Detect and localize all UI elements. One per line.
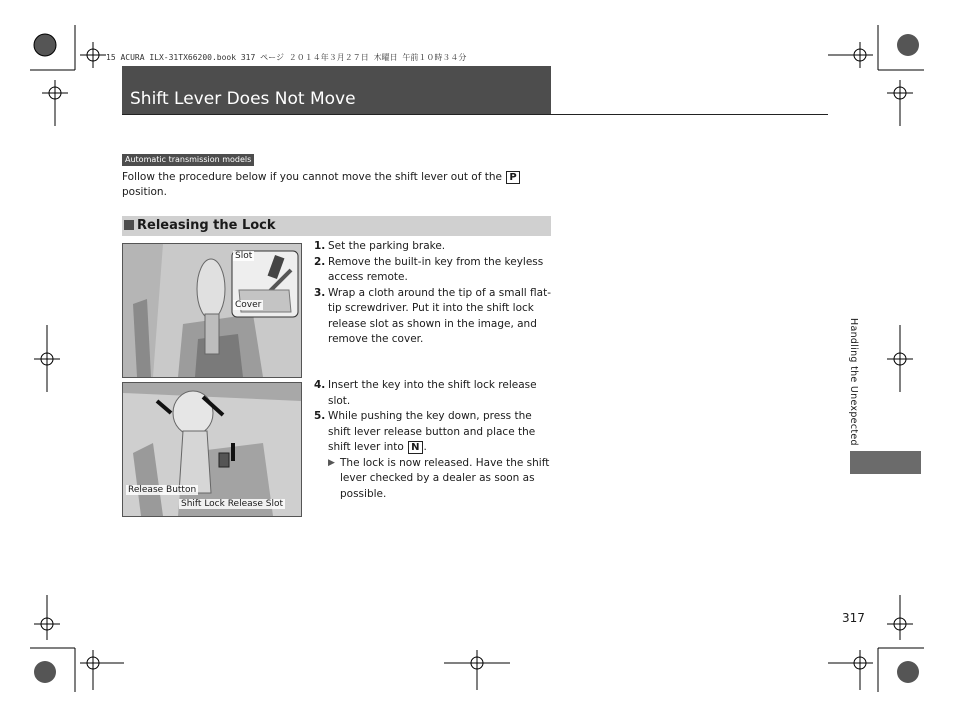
side-tab-block: [850, 451, 921, 474]
gear-key-n: N: [408, 441, 422, 454]
figure-remove-cover: [122, 243, 302, 378]
step-number: 1.: [314, 240, 326, 252]
section-title: Releasing the Lock: [137, 218, 276, 233]
step-number: 4.: [314, 379, 326, 391]
steps-group-2: [314, 378, 554, 502]
intro-paragraph: [122, 170, 532, 200]
step-number: 2.: [314, 255, 326, 268]
callout-slot: Slot: [235, 251, 253, 261]
gear-key-p: P: [506, 171, 519, 184]
intro-text-end: position.: [122, 186, 167, 198]
page-title: Shift Lever Does Not Move: [130, 89, 356, 109]
step-text-end: .: [423, 441, 427, 453]
step-item: [314, 409, 554, 456]
result-arrow-icon: ▶: [328, 457, 335, 468]
step-text: Wrap a cloth around the tip of a small flat-tip screwdriver. Put it into the shift lock release slot as shown in the image, and remove the cover.: [328, 286, 552, 345]
callout-cover: Cover: [235, 300, 262, 310]
step-item: [314, 255, 554, 286]
step-item: [314, 378, 554, 409]
registration-mark: [897, 661, 919, 683]
figure-release-lock: [122, 382, 302, 517]
shifter-release-illustration: [123, 383, 301, 516]
title-rule: [122, 114, 828, 115]
step-item: [314, 286, 554, 348]
registration-mark: [34, 661, 56, 683]
result-note: [314, 456, 554, 503]
side-tab-label: Handling the Unexpected: [848, 318, 859, 446]
intro-text: Follow the procedure below if you cannot move the shift lever out of the: [122, 171, 502, 183]
model-badge: Automatic transmission models: [122, 154, 254, 166]
registration-mark: [897, 34, 919, 56]
step-number: 5.: [314, 410, 326, 422]
callout-release-button: Release Button: [128, 485, 197, 495]
result-text: The lock is now released. Have the shift lever checked by a dealer as soon as possible.: [340, 456, 550, 500]
steps-group-1: [314, 239, 554, 348]
step-text: [328, 409, 554, 456]
callout-shift-lock-release-slot: Shift Lock Release Slot: [181, 499, 283, 509]
step-text-body: While pushing the key down, press the shift lever release button and place the shift lever into: [328, 410, 536, 453]
step-text: Insert the key into the shift lock release slot.: [328, 379, 537, 407]
section-square-icon: [124, 220, 134, 230]
step-text: Set the parking brake.: [328, 240, 446, 252]
print-header: 15 ACURA ILX-31TX66200.book 317 ページ ２０１４年３月２７日 木曜日 午前１０時３４分: [106, 53, 467, 62]
step-number: 3.: [314, 286, 326, 299]
step-text: Remove the built-in key from the keyless access remote.: [328, 255, 544, 283]
step-item: [314, 239, 554, 255]
page-number: 317: [842, 611, 865, 625]
